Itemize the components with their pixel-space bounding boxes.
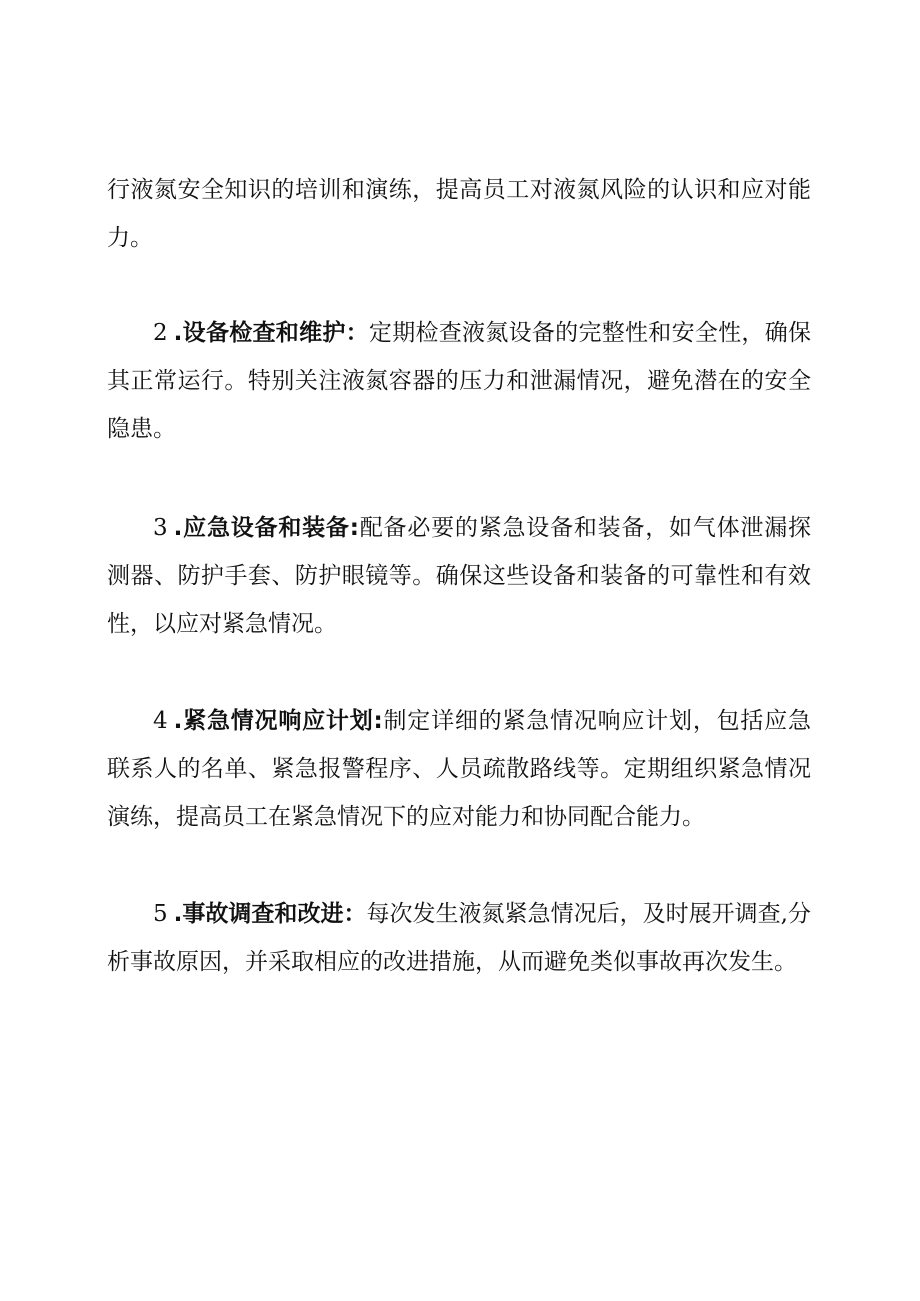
paragraph-heading: .应急设备和装备: [173,515,359,541]
paragraph-number: 4 [153,708,168,734]
paragraph-text: 定期检查液氮设备的完整性和安全性，确保其正常运行。特别关注液氮容器的压力和泄漏情况，避免潜在的安全隐患。 [107,320,811,442]
paragraph-heading: .事故调查和改进： [173,901,367,927]
paragraph-equipment-inspection [107,309,811,453]
paragraph-text: 每次发生液氮紧急情况后，及时展开调查,分析事故原因，并采取相应的改进措施，从而避免类似事故再次发生。 [107,901,811,975]
paragraph-accident-investigation [107,890,811,986]
paragraph-emergency-response-plan [107,697,811,841]
paragraph-emergency-equipment [107,504,811,648]
paragraph-text: 配备必要的紧急设备和装备，如气体泄漏探测器、防护手套、防护眼镜等。确保这些设备和装备的可靠性和有效性，以应对紧急情况。 [107,515,812,637]
paragraph-number: 5 [153,901,168,927]
paragraph-continuation [107,166,811,262]
paragraph-heading: .设备检查和维护： [173,320,369,346]
paragraph-number: 3 [153,515,168,541]
paragraph-text: 制定详细的紧急情况响应计划，包括应急联系人的名单、紧急报警程序、人员疏散路线等。定期组织紧急情况演练，提高员工在紧急情况下的应对能力和协同配合能力。 [107,708,812,830]
paragraph-heading: .紧急情况响应计划: [173,708,383,734]
paragraph-text: 行液氮安全知识的培训和演练，提高员工对液氮风险的认识和应对能力。 [107,177,811,251]
paragraph-number: 2 [153,320,168,346]
